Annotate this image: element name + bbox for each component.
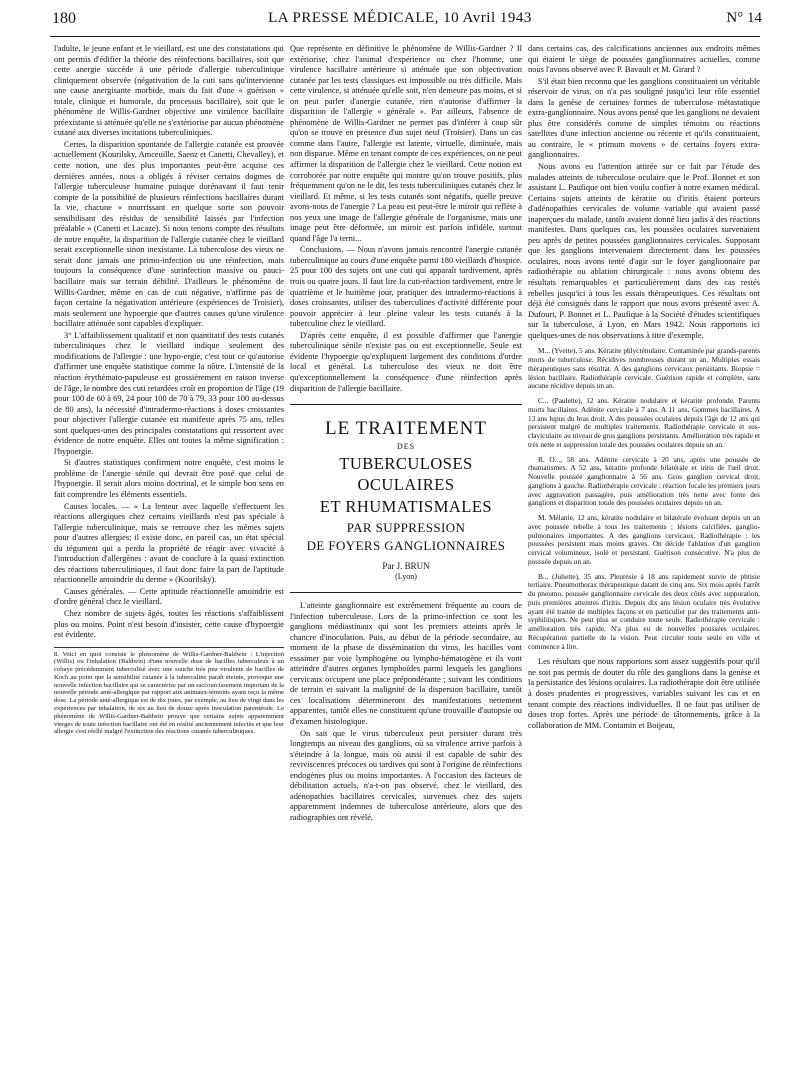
paragraph: Chez nombre de sujets âgés, toutes les réactions s'affaiblissent plus ou moins. Point n'est besoin d'insister, cette cause d'hypoergie est évidente.: [54, 608, 284, 640]
paragraph: S'il était bien reconnu que les ganglions constituaient un véritable réservoir de virus, on n'a pas souligné jusqu'ici leur rôle essentiel dans la genèse de certaines formes de tuberculose métastatique extra-ganglionnaire. Nous avons pensé que les ganglions ne devaient plus être considérés comme de simples témoins ou réactions satellites d'une infection ancienne ou récente et qu'ils constituaient, au contraire, le « primum movens » de certains foyers extra-ganglionnaires.: [528, 76, 760, 160]
article-title-line: ET RHUMATISMALES: [319, 497, 493, 517]
case-report: B... (Juliette), 35 ans. Pleurésie à 18 ans rapidement suivie de phtisie tertiaire. Pneumothorax thérapeutique datant de cinq ans. Six mois après l'arrêt du pneumo, poussée ganglionnaire cervicale des deux côtés avec suppuration, puis premières atteintes d'iritis. Depuis dix ans lésion oculaire très évolutive ayant été traitée de multiples façons et en particulier par des traitements anti-syphilitiques. Ne peut plus se conduire toute seule. Radiothérapie cervicale : amélioration très rapide. N'a plus eu de nouvelles poussées oculaires. Récupération partielle de la vision. Peut circuler toute seule en ville et commence à lire.: [528, 571, 760, 651]
byline: Par J. BRUN: [382, 560, 430, 571]
paragraph: Les résultats que nous rapportons sont assez suggestifs pour qu'il ne soit pas permis de douter du rôle des ganglions dans la genèse et la persistance des lésions oculaires. La radiothérapie doit être utilisée à doses prudentes et progressives, variables suivant les cas et en tenant compte des réactions individuelles. Il ne faut pas utiliser de doses trop fortes. Après une période de tâtonnements, grâce à la collaboration de MM. Contamin et Boijeau,: [528, 657, 760, 730]
header-rule: [50, 36, 760, 37]
paragraph: Si d'autres statistiques confirment notre enquête, c'est moins le problème de l'anergie sénile qui devrait être posé que celui de l'hypoergie. Il serait alors moins doctrinal, et le simple bon sens en fait comprendre les éléments essentiels.: [54, 458, 284, 499]
byline-location: (Lyon): [395, 571, 417, 581]
article-title-line: LE TRAITEMENT: [325, 418, 487, 440]
paragraph: D'après cette enquête, il est possible d'affirmer que l'anergie tuberculinique sénile n'existe pas ou est exceptionnelle. Seule est évidente l'hypoergie qu'expliquent largement des conditions d'ordre local et général. La tuberculose des vieux ne doit être qu'exceptionnellement la conséquence d'une réinfection après disparition de l'allergie bacillaire.: [290, 330, 522, 393]
paragraph: Causes locales. — « La lenteur avec laquelle s'effectuent les réactions allergiques chez certains vieillards n'est pas spéciale à l'allergie tuberculinique, mais se retrouve chez les mêmes sujets pour d'autres allergies; il existe donc, en pareil cas, un état spécial du tégument qui a perdu la propriété de réagir avec vivacité à l'introduction d'allergènes : avant de conclure à la quasi extinction des réactions tuberculiniques, il faut donc faire la part de l'aptitude réactionnelle amoindrie du derme » (Kourilsky).: [54, 501, 284, 585]
paragraph: Causes générales. — Cette aptitude réactionnelle amoindrie est d'ordre général chez le vieillard.: [54, 586, 284, 607]
article-title-line: DE FOYERS GANGLIONNAIRES: [306, 538, 506, 554]
footnote: 8. Voici en quoi consiste le phénomène de Willis-Gardner-Baldwin : L'injection (Willis) ou l'inhalation (Baldwin) d'une nouvelle dose de bacilles tuberculeux à un cobaye précédemment tuberculisé avec une souche très peu virulente de bacilles de Koch au point que la sensibilité cutanée à la tuberculine paraît éteinte, provoque une nouvelle infection bacillaire qui se caractérise par un raccourcissement important de la nouvelle période anté-allergique par rapport aux animaux-témoins ayant reçu la même dose. La période anté-allergique est de dix jours, par exemple, au lieu de vingt dans les expériences par inhalation, de six au lieu de douze après inoculation parentérale. Le phénomène de Willis-Gardner-Baldwin prouve que certains sujets apparemment vierges de toute infection bacillaire ont été en réalité anciennement infectés et que leur allergie s'est réellé malgré l'extinction des réactions cutanés tuberculiniques.: [54, 647, 284, 736]
case-report: M... (Yvette), 5 ans. Kératite phlycténulaire. Contaminée par grands-parents morts de tuberculose. Récidives nombreuses durant un an. Multiples essais thérapeutiques sans résultat. A des ganglions cervicaux persistants. Biopsie = lésion bacillaire. Radiothérapie cervicale. Guérison rapide et complète, sans aucune récidive depuis un an.: [528, 346, 760, 391]
paragraph: l'adulte, le jeune enfant et le vieillard, est une des constatations qui ont permis d'édifier la théorie des réinfections bacillaires, soit que cette anergie succède à une période d'allergie tuberculinique cliniquement observée (négativation de la cuti sans qu'intervienne une cause anergisante morbide, mais du fait d'une « guérison » totale, clinique et humorale, du processus bacillaire), soit que le phénomène de Willis-Gardner objective une virulence bacillaire préexistante si atténuée qu'elle ne s'extériorise par aucun phénomène cutané aux diverses incitations tuberculiniques.: [54, 44, 284, 138]
article-title-line: PAR SUPPRESSION: [346, 520, 466, 536]
page-header: [30, 10, 770, 34]
page-number: 180: [52, 10, 76, 27]
case-report: R. O..., 58 ans. Adénite cervicale à 20 ans, après une poussée de rhumatismes. A 52 ans, kératite profonde bilatérale et iritis de l'œil droit. Nouvelle poussée ganglionnaire à 56 ans. Gros ganglion cervical droit, ganglions à gauche. Radiothérapie cervicale : réaction focale les premiers jours avec aggravation passagère, puis amélioration très nette avec fonte des ganglions et disparition totale des poussées oculaires depuis un an.: [528, 454, 760, 508]
paragraph: On sait que le virus tuberculeux peut persister durant très longtemps au niveau des ganglions, où sa virulence arrive parfois à s'éteindre à la longue, mais où aussi il est capable de subir des reviviscences précoces ou tardives qui sont à l'origine de réinfections endogènes plus ou moins importantes. A l'occasion des facteurs de débilitation actuels, n'a-t-on pas observé, chez le vieillard, des adénopathies bacillaires cervicales, survenues chez des sujets apparemment indemnes de tuberculose antérieure, alors que des radiographies ont révélé,: [290, 728, 522, 822]
article-title-line: TUBERCULOSES OCULAIRES: [339, 453, 473, 494]
column-3: [528, 44, 760, 732]
paragraph: Que représente en définitive le phénomène de Willis-Gardner ? Il extériorise, chez l'animal d'expérience ou chez l'homme, une virulence bacillaire antérieure si atténuée que son objectivation cutanée par les tests classiques est impossible ou très difficile. Mais cette virulence, si atténuée qu'elle soit, n'en demeure pas moins, et si on peut parler d'anergie cutanée, rien n'autorise d'affirmer la disparition de l'allergie « générale ». Par ailleurs, l'absence de phénomène de Willis-Gardner ne permet pas d'inférer à coup sûr qu'on se trouve en présence d'un sujet neuf (Troisier). Dans un cas comme dans l'autre, l'allergie est latente, virtuelle, diminuée, mais non disparue. Même en tenant compte de ces expériences, on ne peut affirmer la disparition de l'allergie chez le vieillard. Cette notion est corroborée par notre enquête qui montre qu'on trouve positifs, plus fréquemment qu'on ne le dit, les tests tuberculiniques cutanés chez le vieillard. Et même, si les tests cutanés sont négatifs, quelle preuve avons-nous de l'anergie ? La peau est peut-être le miroir qui reflète à nos yeux une image de l'allergie générale de l'organisme, mais une image peut être déformée, un miroir est parfois infidèle, surtout quand l'âge l'a terni...: [290, 44, 522, 243]
paragraph: Certes, la disparition spontanée de l'allergie cutanée est prouvée actuellement (Kourilsky, Amceuille, Saenz et Canetti, Chevalley), et cette notion, une des plus importantes peut-être acquise ces dernières années, nous a obligés à réviser certains dogmes de l'allergie tuberculeuse humaine puisque dorénavant il faut tenir compte de la possibilité de plusieurs réinfections bacillaires durant la vie, chacune « nourrissant en quelque sorte son pouvoir sensibilisant des résidus de sensibilité laissés par l'infection préalable » (Canetti et Lacaze). Si nous tenons compte des résultats de notre enquête, la disparition de l'allergie cutanée chez le vieillard serait exceptionnelle sinon inexistante. La tuberculose des vieux ne serait donc jamais une primo-infection ou une réinfection, mais toujours la conséquence d'une surinfection massive ou pauci-bacillaire mais sur terrain débilité. D'ailleurs le phénomène de Willis-Gardner, même en cas de cuti négative, n'affirme pas de façon certaine la négativation antérieure (expériences de Troisier), mais seulement une hypoergie que d'autres causes qu'une virulence bacillaire atténuée sont capables d'expliquer.: [54, 139, 284, 329]
column-2: [290, 44, 522, 824]
column-1: [54, 44, 284, 736]
case-report: C... (Paulette), 12 ans. Kératite nodulaire et kératite profonde. Parents morts bacillaires. Adénite cervicale à 7 ans. A 11 ans, Gommes bacillaires. A 13 ans lupus du bras droit. A des poussées oculaires depuis l'âge de 12 ans qui persistent malgré de multiples traitements. Radiothérapie cervicale et sus-claviculaire au niveau de gros ganglions persistants. Amélioration très rapide et très nette et suppression totale des poussées oculaires depuis un an.: [528, 396, 760, 449]
paragraph: Nous avons eu l'attention attirée sur ce fait par l'étude des malades atteints de tuberculose oculaire que le Prof. Bonnet et son assistant L. Paufique ont bien voulu confier à notre examen médical. Certains sujets atteints de kératite ou d'iritis étaient porteurs d'adénopathies cervicales de volume variable qui avaient passé inaperçues du malade, tantôt avaient donné lieu jadis à des réactions manifestes. Dans quelques cas, les poussées oculaires survenaient peu après de petites poussées ganglionnaires cervicales. Supposant que les ganglions intervenaient directement dans les poussées oculaires, nous avons tenté d'agir sur le foyer ganglionnaire par radiothérapie ou ablation chirurgicale : nous avons obtenu des résultats remarquables et particulièrement dans des cas restés rebelles jusqu'ici à tous les essais thérapeutiques. Ces résultats ont déjà été consignés dans le rapport que nous avons présenté avec A. Dufourt, P. Bonnet et L. Paufique à la Société d'études scientifiques sur la tuberculose, à Lyon, en Mars 1942. Nous rapportons ici quelques-unes de nos observations à titre d'exemple.: [528, 162, 760, 340]
article-heading: [290, 404, 522, 593]
paragraph: L'atteinte ganglionnaire est extrêmement fréquente au cours de l'infection tuberculeuse. Lors de la primo-infection ce sont les ganglions médiastinaux qui sont les premiers atteints après le chancre d'inoculation. Puis, au début de la période secondaire, au moment de la phase de dissémination du virus, les bacilles vont essaimer par voie lymphogène ou lympho-hématogène et ils vont atteindre d'autres organes lymphoïdes parmi lesquels les ganglions cervicaux occupent une place prépondérante ; suivant les conditions de terrain et suivant la malignité de la dispersion bacillaire, tantôt ces localisations détermineront des manifestations nettement apparentes, tantôt elles ne constituent qu'une trouvaille d'autopsie ou d'examen histologique.: [290, 600, 522, 726]
journal-title: LA PRESSE MÉDICALE, 10 Avril 1943: [268, 10, 532, 26]
case-report: M. Mélanie, 12 ans, kératite nodulaire et bilatérale évoluant depuis un an avec poussée rebelle à tous les traitements ; lésions calcifiées, ganglio-pulmonaires importantes. A des ganglions cervicaux. Radiothérapie : les poussées persistent mais moins graves. On décide l'ablation d'un ganglion cervical volumineux, isolé et persistant. Guérison consécutive. N'a plus de poussée depuis un an.: [528, 513, 760, 566]
paragraph: dans certains cas, des calcifications anciennes aux endroits mêmes qui étaient le siège de poussées ganglionnaires actuelles, comme nous l'avons observé avec P. Bavault et M. Girard ?: [528, 44, 760, 75]
paragraph: Conclusions. — Nous n'avons jamais rencontré l'anergie cutanée tuberculinique au cours d'une enquête parmi 180 vieillards d'hospice. 25 pour 100 des sujets ont une cuti qui apparaît tardivement, après trois ou quatre jours. Il faut lire la cuti-réaction tardivement, entre le quatrième et le huitième jour, pratiquer des intradermo-réactions à doses croissantes, utiliser des tuberculines d'activité différente pour pouvoir apprécier à leur pleine valeur les tests cutanés à la tuberculine chez le vieillard.: [290, 245, 522, 329]
article-title-line: DES: [396, 441, 416, 451]
issue-number: N° 14: [726, 10, 762, 26]
paragraph: 3° L'affaiblissement qualitatif et non quantitatif des tests cutanés tuberculiniques chez le vieillard indique seulement des modifications de l'allergie : une hypo-ergie, c'est tout ce qu'autorise d'affirmer une enquête statistique comme la nôtre. L'intensité de la réaction érythémato-papuleuse est grossièrement en raison inverse de l'âge, le nombre des cuti retardées croît en proportion de l'âge (19 pour 100 de 60 à 69, 24 pour 100 de 70 à 79, 33 pour 100 au-dessus de 80 ans), la nécessité d'intradermo-réactions à doses croissantes pour objectiver l'allergie cutanée est manifeste après 75 ans, telles sont quelques-unes des principales constatations qui ressortent avec évidence de notre enquête. Elles ont toutes la même signification : l'hypoergie.: [54, 330, 284, 456]
